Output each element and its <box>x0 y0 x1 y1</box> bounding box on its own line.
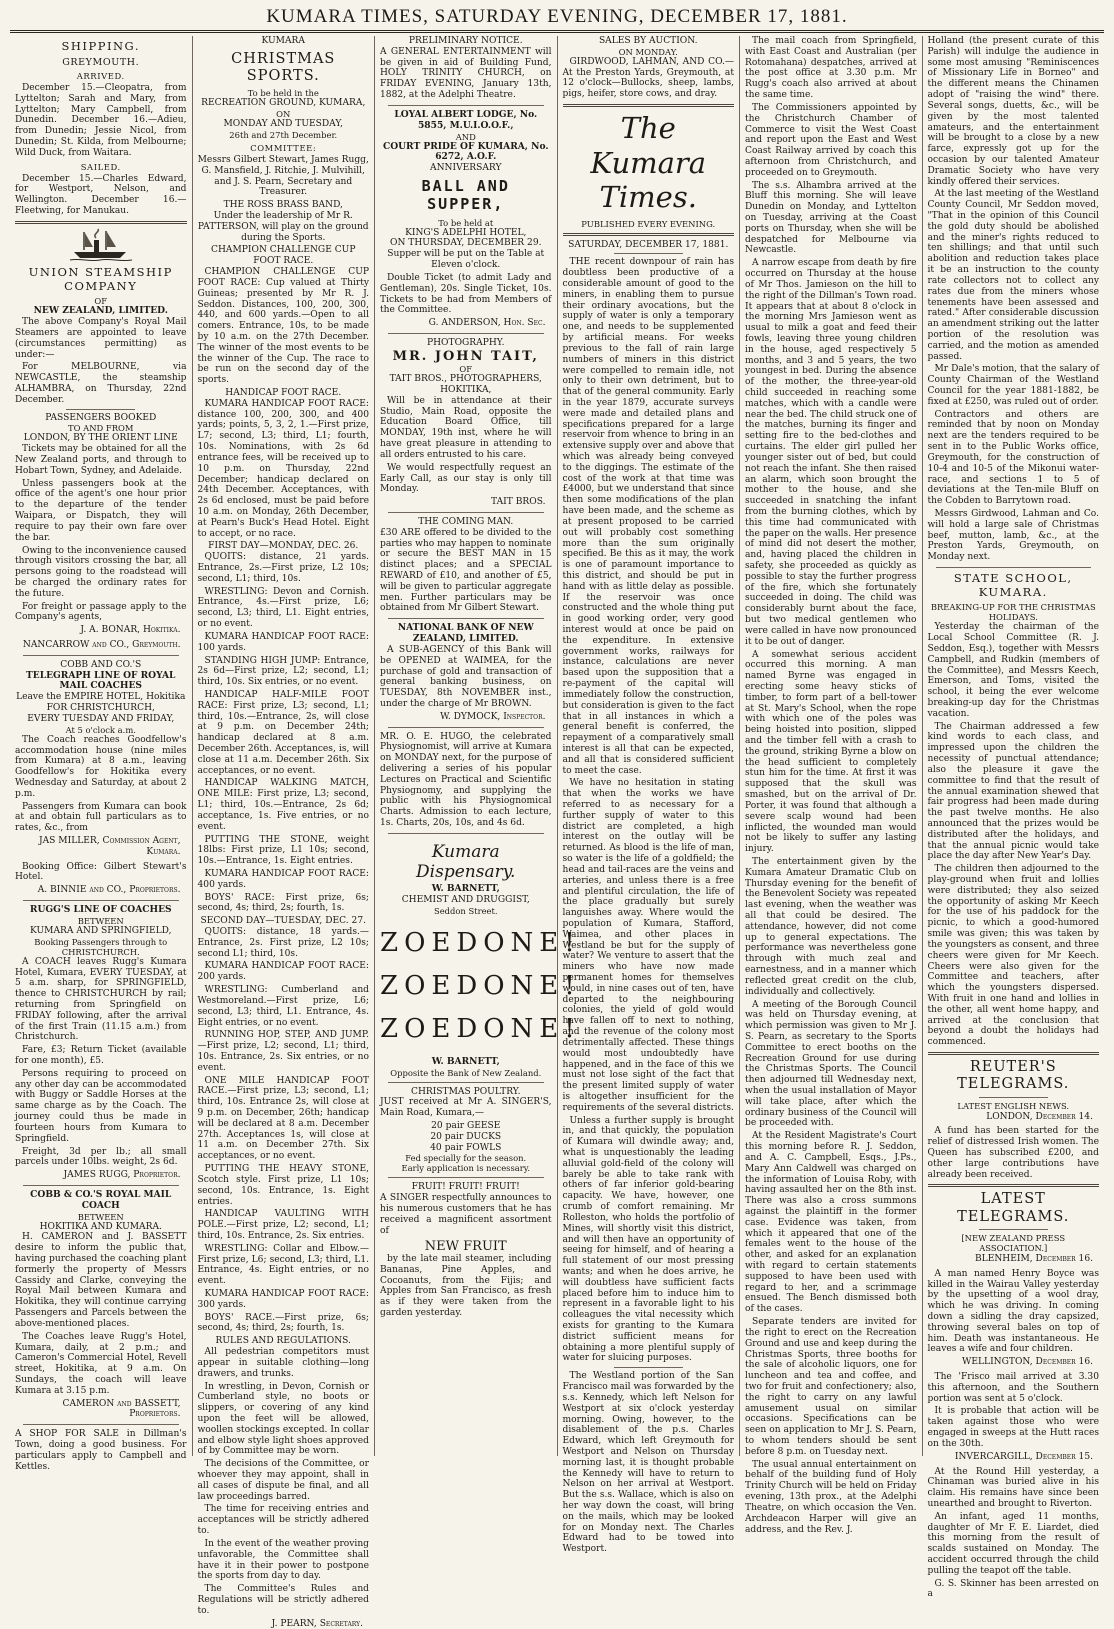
wellington-text2: It is probable that action will be taken against those who were engaged in sweeps at the Hutt races on the 30th. <box>927 1406 1099 1449</box>
day2-event: WRESTLING: Collar and Elbow.—First prize, L6; second, L3; third, L1. Entrance, 4s. Eight entries, or no event. <box>197 1243 369 1287</box>
leader-paragraph: Unless a further supply is brought in, and that quickly, the population of Kumara will dwindle away; and, what is unquestionably the leading alluvial gold-field of the colony will barely be able to take rank with others of far inferior gold-bearing capacity. We have, however, one crumb of comfort remaining. Mr Rolleston, who holds the portfolio of Mines, will shortly visit this district, and will then have an opportunity of seeing for himself, and of hearing a full statement of our most pressing wants; and when he does arrive, he will doubtless have sufficient facts placed before him to induce him to represent in a favorable light to his colleagues the vital necessity which exists for granting to the Kumara district sufficient means for obtaining a more plentiful supply of water for sluicing purposes. <box>562 1115 734 1364</box>
cup-text: CHAMPION CHALLENGE CUP FOOT RACE: Cup valued at Thirty Guineas; presented by Mr R. J. Seddon. Distances, 100, 200, 300, 440, and 600 yards.—Open to all comers. Entrance, 10s, to be made by 10 a.m. on the 27th December. The winner of the most events to be the winner of the Cup. The race to be run on the second day of the sports. <box>197 267 369 386</box>
coming-heading: THE COMING MAN. <box>418 516 514 527</box>
day1-event: KUMARA HANDICAP FOOT RACE: 100 yards. <box>197 631 369 653</box>
sports-heading: CHRISTMAS SPORTS. <box>231 50 336 85</box>
invercargill-text3: G. S. Skinner has been arrested on a <box>927 1578 1099 1600</box>
coming-text: £30 ARE offered to be divided to the parties who may happen to nominate or secure the BEST MAN in 15 distinct places; and a SPECIAL REWARD of £10, and another of £5, will be given to particular aggregate men. Further particulars may be obtained from Mr Gilbert Stewart. <box>380 527 552 614</box>
reuter-heading: REUTER'S TELEGRAMS. <box>957 1059 1070 1093</box>
masthead: KUMARA TIMES, SATURDAY EVENING, DECEMBER 17, 1881. <box>10 6 1104 33</box>
tait-of: OF <box>459 364 473 375</box>
ball-tickets: Double Ticket (to admit Lady and Gentleman), 20s. Single Ticket, 10s. Tickets to be had from Members of the Committee. <box>380 272 552 316</box>
cobb-line: TELEGRAPH LINE OF ROYAL MAIL COACHES <box>26 669 176 692</box>
invercargill-text: At the Round Hill yesterday, a Chinaman was buried alive in his claim. His remains have since been unearthed and brought to Riverton. <box>927 1466 1099 1509</box>
day2-event: WRESTLING: Cumberland and Westmoreland.—First prize, L6; second, L3; third, L1. Entrance, 4s. Eight entries, or no event. <box>197 985 369 1028</box>
sports-held: To be held in the <box>247 88 319 99</box>
fruit-text: A SINGER respectfully announces to his numerous customers that he has received a magnificent assortment of <box>380 1193 552 1236</box>
news-item: Messrs Girdwood, Lahman and Co. will hold a large sale of Christmas beef, mutton, lamb, &c., at the Preston Yards, Greymouth, on Monday next. <box>927 508 1099 563</box>
day1-event: HANDICAP HALF-MILE FOOT RACE: First prize, L3; second, L1; third, 10s.—Entrance, 2s, will close at 9 p.m. on December 24th; handicap declared at 8 a.m. December 26th. Acceptances, is, will close at 11 a.m. December 26th. Six acceptances, or no event. <box>197 689 369 776</box>
passengers-p4: For freight or passage apply to the Company's agents, <box>15 601 187 623</box>
rules-heading: RULES AND REGULATIONS. <box>215 1336 351 1347</box>
hugo-text: MR. O. E. HUGO, the celebrated Physiognomist, will arrive at Kumara on MONDAY next, for the purpose of delivering a series of his popular Lectures on Practical and Scientific Physiognomy, and supplying the public with his Physiognomical Charts. Admission to each lecture, 1s. Charts, 20s, 10s, and 4s 6d. <box>380 731 552 829</box>
invercargill-text2: An infant, aged 11 months, daughter of Mr F. E. Liardet, died this morning from the result of scalds sustained on Monday. The accident occurred through the child pulling the teapot off the table. <box>927 1511 1099 1576</box>
tait-firm: TAIT BROS., PHOTOGRAPHERS, HOKITIKA, <box>389 374 542 396</box>
cobb-signature: A. BINNIE and CO., Proprietors. <box>37 885 181 896</box>
news-item: Separate tenders are invited for the right to erect on the Recreation Ground and use and keep during the Christmas Sports, three booths for the sale of alcoholic liquors, one for luncheon and tea and coffee, and two for fruit and confectionery; also, the right to carry on any lawful amusement usual on similar occasions. Specifications can be seen on application to Mr J. S. Pearn, to whom tenders should be sent before 8 p.m. on Tuesday next. <box>745 1317 917 1457</box>
passengers-to: TO AND FROM <box>68 423 134 434</box>
leader-paragraph: We have no hesitation in stating that when the works we have referred to as necessary for a further supply of water to this district are completed, a high interest on the outlay will be returned. As blood is the life of man, so water is the life of a goldfield; the head and tail-races are the veins and arteries, and unless there is a free and plentiful circulation, the life of the place gradually but surely languishes away. Where would the population of Kumara, Stafford, Waimea, and other places in Westland be but for the supply of water? We venture to assert that the miners who have now made permanent homes for themselves would, in nine cases out of ten, have departed to the neighbouring colonies, the yield of gold would have fallen off to next to nothing, and the revenue of the colony most detrimentally affected. These things would most undoubtedly have happened, and in the face of this we must not lose sight of the fact that the present limited supply of water is altogether insufficient for the requirements of the several districts. <box>562 778 734 1113</box>
rugg-route: KUMARA AND SPRINGFIELD, <box>30 925 172 936</box>
column-6 <box>923 36 1105 1600</box>
column-2 <box>193 36 376 1629</box>
passengers-p1: Tickets may be obtained for all the New Zealand ports, and through to Hobart Town, Sydney, and Adelaide. <box>15 444 187 476</box>
handicap-text: KUMARA HANDICAP FOOT RACE: distance 100, 200, 300, and 400 yards; points, 5, 3, 2, 1.—First prize, L7; second, L3; third, L1; fourth, 10s. Nominations, with 2s 6d entrance fees, will be received up to 10 p.m. on Thursday, 22nd December; handicap declared on 24th December. Acceptances, with 2s 6d enclosed, must be paid before 10 a.m. on Monday, 26th December, at Pearn's Buck's Head Hotel. Eight to accept, or no race. <box>197 398 369 539</box>
cobb-heading: COBB AND CO.'S <box>60 659 142 670</box>
union-text: The above Company's Royal Mail Steamers are appointed to leave (circumstances permitting) as under:— <box>15 317 187 360</box>
tait-text: Will be in attendance at their Studio, Main Road, opposite the Education Board Office, till MONDAY, 19th inst, where he will have great pleasure in attending to all orders entrusted to his care. <box>380 395 552 460</box>
cobb-leave: Leave the EMPIRE HOTEL, Hokitika FOR CHRISTCHURCH, <box>16 692 186 714</box>
union-nz: NEW ZEALAND, LIMITED. <box>33 305 168 317</box>
bank-text: A SUB-AGENCY of this Bank will be OPENED at WAIMEA, for the purchase of gold and transaction of general banking business, on TUESDAY, 8th NOVEMBER inst., under the charge of Mr BROWN. <box>380 644 552 709</box>
latest-english: LATEST ENGLISH NEWS. <box>957 1100 1070 1111</box>
school-heading: STATE SCHOOL, KUMARA. <box>953 571 1073 599</box>
passengers-london: LONDON, BY THE ORIENT LINE <box>23 433 178 444</box>
arrived-heading: ARRIVED. <box>76 70 125 81</box>
day1-event: HANDICAP WALKING MATCH, ONE MILE: First prize, L3; second, L1; third, 10s.—Entrance, 2s 6d; acceptance, 1s. Five entries, or no event. <box>197 778 369 832</box>
sports-dates2: 26th and 27th December. <box>229 129 338 140</box>
prelim-heading: PRELIMINARY NOTICE. <box>408 36 523 46</box>
steamship-icon <box>70 228 132 262</box>
tait-signature: TAIT BROS. <box>491 497 546 508</box>
day1-event: STANDING HIGH JUMP: Entrance, 2s 6d—First prize, L2; second, L1; third, 10s. Six entries, or no event. <box>197 655 369 688</box>
news-item: The mail coach from Springfield, with East Coast and Australian (per Rotomahana) despatches, arrived at the post office at 3.30 p.m. Mr Rugg's coach also arrived at about the same time. <box>745 36 917 101</box>
poultry-geese: 20 pair GEESE <box>431 1121 501 1132</box>
day1-event: WRESTLING: Devon and Cornish. Entrance, 4s.—First prize, L6; second, L3; third, L1. Eight entries, or no event. <box>197 586 369 630</box>
sports-ground: RECREATION GROUND, KUMARA, <box>201 98 366 109</box>
invercargill-dateline: INVERCARGILL, December 15. <box>954 1451 1093 1462</box>
news-item: The s.s. Alhambra arrived at the Bluff this morning. She will leave Dunedin on Monday, and Lyttelton on Tuesday, arriving at the Coast ports on Thursday, when she will be despatched for Melbourne via Newcastle. <box>745 180 917 256</box>
committee-text: Messrs Gilbert Stewart, James Rugg, G. Mansfield, J. Ritchie, J. Mulvihill, and J. S. Pearn, Secretary and Treasurer. <box>197 154 369 198</box>
rugg-between: BETWEEN <box>77 915 124 926</box>
new-fruit: NEW FRUIT <box>424 1238 507 1254</box>
day2-event: QUOITS: distance, 18 yards.—Entrance, 2s. First prize, L2 10s; second L1; third, 10s. <box>197 927 369 959</box>
poultry-fowls: 40 pair FOWLS <box>430 1142 502 1153</box>
barnett-name-2: W. BARNETT, <box>431 1055 500 1067</box>
ball-heading: BALL AND SUPPER, <box>421 176 510 213</box>
school-paragraph: The Chairman addressed a few kind words to each class, and impressed upon the children the necessity of punctual attendance; also the pleasure it gave the committee to find that the result of the annual examination shewed that fair progress had been made during the past twelve months. He also announced that the prizes would be distributed after the holidays, and that the annual picnic would take place the day after New Year's Day. <box>927 721 1099 862</box>
prelim-text: A GENERAL ENTERTAINMENT will be given in aid of Building Fund, HOLY TRINITY CHURCH, on FRIDAY EVENING, January 13th, 1882, at the Adelphi Theatre. <box>380 46 552 101</box>
shipping-heading: SHIPPING. <box>61 39 140 53</box>
wellington-text: The 'Frisco mail arrived at 3.30 this afternoon, and the Southern portion was sent at 5 o'clock. <box>927 1372 1099 1404</box>
rugg-heading: RUGG'S LINE OF COACHES <box>29 904 172 916</box>
london-dateline: LONDON, December 14. <box>986 1111 1093 1122</box>
day1-event: PUTTING THE STONE, weight 18lbs: First prize, L1 10s; second, 10s.—Entrance, 1s. Eight entries. <box>197 834 369 867</box>
sports-signature: J. PEARN, Secretary. <box>271 1618 363 1629</box>
fruit-text2: by the late mail steamer, including Bananas, Pine Apples, and Cocoanuts, from the Fijis; and Apples from San Francisco, as fresh as if they were taken from the garden yesterday. <box>380 1254 552 1319</box>
barnett-opposite: Opposite the Bank of New Zealand. <box>390 1067 542 1078</box>
news-item: At the Resident Magistrate's Court this morning before R. J. Seddon, and A. C. Campbell, Esqs., J.Ps., Mary Ann Caldwell was charged on the information of Louisa Roby, with having assaulted her on the 8th inst. There was also a cross summons against the plaintiff in the former case. Evidence was taken, from which it appeared that one of the females went to the house of the other, and asked for an explanation with regard to certain statements supposed to have been used with regard to her, and a scrimmage ensued. The Bench dismissed both of the cases. <box>745 1131 917 1315</box>
zoedone-banner: ZOEDONE! <box>380 1013 581 1044</box>
leader-paragraph: THE recent downpour of rain has doubtless been productive of a considerable amount of good to the miners, in enabling them to pursue their ordinary avocations, but the supply of water is only a temporary one, and needs to be supplemented by artificial means. For weeks previous to the fall of rain large numbers of miners in this district were compelled to remain idle, not only to their own detriment, but to that of the general community. Early in the year 1879, accurate surveys were made and detailed plans and specifications prepared for a large reservoir from whence to bring in an extensive supply over and above that which was already being conveyed to the diggings. The estimate of the cost of the work at that time was £4000, but we understand that since then some modifications of the plan have been made, and the scheme as at present proposed to be carried out will probably cost something more than the sum originally specified. Be this as it may, the work is one of paramount importance to this district, and should be put in hand with as little delay as possible. If the reservoir was once constructed and the whole thing put in good working order, very good interest would at once be paid on the expenditure. In extensive government works, railways for instance, calculations are never based upon the supposition that a re-payment of the capital will immediately follow the construction, but consideration is given to the fact that in all instances in which a general benefit is conferred, the repayment of a comparatively small interest is all that can be expected, and all that is considered sufficient to meet the case. <box>562 257 734 776</box>
rugg-signature: JAMES RUGG, Proprietor. <box>63 1170 181 1181</box>
day2-event: HANDICAP VAULTING WITH POLE.—First prize, L2; second, L1; third, 10s. Entrance, 2s. Six entries. <box>197 1209 369 1241</box>
poultry-heading: CHRISTMAS POULTRY. <box>410 1086 521 1097</box>
day2-event: KUMARA HANDICAP FOOT RACE: 200 yards. <box>197 961 369 983</box>
tait-text2: We would respectfully request an Early Call, as our stay is only till Monday. <box>380 462 552 495</box>
greymouth-heading: GREYMOUTH. <box>62 56 140 68</box>
shop-for-sale: A SHOP FOR SALE in Dillman's Town, doing a good business. For particulars apply to Campbell and Kettles. <box>15 1429 187 1472</box>
chemist-line: CHEMIST AND DRUGGIST, <box>401 895 530 906</box>
day1-event: KUMARA HANDICAP FOOT RACE: 400 yards. <box>197 868 369 890</box>
london-text: A fund has been started for the relief of distressed Irish women. The Queen has subscribed £200, and other large contributions have already been received. <box>927 1126 1099 1180</box>
news-item: A narrow escape from death by fire occurred on Thursday at the house of Mr Thos. Jamieson on the hill to the right of the Dillman's Town road. It appears that at about 8 o'clock in the morning Mrs Jamieson went as usual to milk a goat and feed their fowls, leaving three young children in the house, aged respectively 5 months, and 3 and 5 years, the two youngest in bed. During the absence of the mother, the three-year-old child succeeded in reaching some matches, which with a candle were near the bed. The child struck one of the matches, burning its finger and setting fire to the bed-clothes and curtains. The elder girl pulled her younger sister out of bed, but could not reach the infant. She then raised an alarm, which soon brought the mother to the house, and she succeeded in snatching the infant from the burning clothes, which by this time had communicated with the paper on the walls. Her presence of mind did not desert the mother, and, having placed the children in safety, she proceeded as quickly as possible to stay the further progress of the fire, which she fortunately succeeded in doing. The child was considerably burnt about the face, but two medical gentlemen who were called in have now pronounced it to be out of danger. <box>745 258 917 647</box>
day2-event: PUTTING THE HEAVY STONE, Scotch style. First prize, L1 10s; second, 10s. Entrance, 1s. Eight entries. <box>197 1164 369 1207</box>
cobb-time: At 5 o'clock a.m. <box>65 724 136 735</box>
auction-heading: SALES BY AUCTION. <box>598 36 698 46</box>
photo-heading: PHOTOGRAPHY. <box>427 337 505 348</box>
rugg-fare: Fare, £3; Return Ticket (available for one month), £5. <box>15 1045 187 1066</box>
rugg-freight: Freight, 3d per lb.; all small parcels under 10lbs. weight, 2s 6d. <box>15 1146 187 1168</box>
cobb2-text2: The Coaches leave Rugg's Hotel, Kumara, daily, at 2 p.m.; and Cameron's Commercial Hotel, Revell street, Hokitika, at 9 a.m. On Sundays, the coach will leave Kumara at 3.15 p.m. <box>15 1331 187 1396</box>
sports-kumara: KUMARA <box>261 36 305 46</box>
committee-heading: COMMITTEE: <box>250 142 317 153</box>
blenheim-dateline: BLENHEIM, December 16. <box>974 1253 1093 1264</box>
rule-text: In the event of the weather proving unfavorable, the Committee shall have it in their power to postpone the sports from day to day. <box>197 1538 369 1582</box>
latest-telegrams-heading: LATEST TELEGRAMS. <box>957 1191 1070 1225</box>
cobb2-text: H. CAMERON and J. BASSETT desire to inform the public that, having purchased the coaching plant formerly the property of Messrs Cassidy and Clarke, conveying the Royal Mail between Kumara and Hokitika, they will continue carrying Passengers and Parcels between the above-mentioned places. <box>15 1232 187 1329</box>
news-item: Mr Dale's motion, that the salary of County Chairman of the Westland Council for the year 1881-1882, be fixed at £250, was ruled out of order. <box>927 364 1099 407</box>
passengers-p2: Unless passengers book at the office of the agent's one hour prior to the departure of the tender Waipara, or Dispatch, they will require to pay their own fare over the bar. <box>15 478 187 543</box>
agent-nancarrow: NANCARROW and CO., Greymouth. <box>22 640 181 650</box>
paper-title: The Kumara Times. <box>590 111 707 215</box>
news-item: A meeting of the Borough Council was held on Thursday evening, at which permission was given to Mr J. S. Pearn, as secretary to the Sports Committee to erect booths on the Recreation Ground for use during the Christmas Sports. The Council then adjourned till Wednesday next, when the usual installation of Mayor will take place, after which the ordinary business of the Council will be proceeded with. <box>745 999 917 1129</box>
blenheim-text: A man named Henry Boyce was killed in the Wairau Valley yesterday by the upsetting of a wool dray, which he was driving. In coming down a sidling the dray capsized, throwing several bales on top of him. Death was instantaneous. He leaves a wife and four children. <box>927 1268 1099 1355</box>
handicap-heading: HANDICAP FOOT RACE. <box>225 388 342 398</box>
bank-heading: NATIONAL BANK OF NEW ZEALAND, LIMITED. <box>397 622 534 645</box>
barnett-name: W. BARNETT, <box>431 883 500 895</box>
column-3 <box>375 36 581 1456</box>
lodge2: COURT PRIDE OF KUMARA, No. 6272, A.O.F. <box>382 140 549 163</box>
ball-supper: Supper will be put on the Table at Eleven o'clock. <box>387 249 545 271</box>
passengers-heading: PASSENGERS BOOKED <box>45 412 157 423</box>
news-item: Contractors and others are reminded that by noon on Monday next are the tenders required to be sent in to the Public Works office, Greymouth, for the construction of 10-4 and 10-5 of the Mikonui water-race, and sections 1 to 5 of deviations at the Ten-mile Bluff on the Cobden to Barrytown road. <box>927 409 1099 507</box>
lodge-and: AND <box>455 131 476 142</box>
band-text: Under the leadership of Mr R. PATTERSON, will play on the ground during the Sports. <box>197 211 369 243</box>
cobb2-signature: CAMERON and BASSETT, Proprietors. <box>62 1398 181 1420</box>
sailed-heading: SAILED. <box>80 161 121 172</box>
cobb2-heading: COBB & CO.'S ROYAL MAIL COACH <box>30 1188 172 1211</box>
day2-event: RUNNING HOP, STEP, AND JUMP.—First prize, L2; second, L1; third, 10s. Entrance, 2s. Six entries, or no event. <box>197 1030 369 1073</box>
bank-signature: W. DYMOCK, Inspector. <box>440 711 546 722</box>
seddon-street: Seddon Street. <box>433 905 498 916</box>
school-subheading: BREAKING-UP FOR THE CHRISTMAS HOLIDAYS. <box>930 602 1096 623</box>
anniversary: ANNIVERSARY <box>430 163 502 174</box>
leader-date: SATURDAY, DECEMBER 17, 1881. <box>568 239 729 250</box>
news-item: A somewhat serious accident occurred this morning. A man named Byrne was engaged in erecting some heavy sticks of timber, to form part of a bell-tower at St. Mary's School, when the rope with which one of the poles was being hoisted into position, slipped and the timber fell with a crash to the ground, striking Byrne a blow on the head sufficient to completely stun him for the time. At first it was supposed that the skull was smashed, but on the arrival of Dr. Porter, it was found that although a severe scalp wound had been inflicted, the wounded man would not be likely to suffer any lasting injury. <box>745 649 917 855</box>
news-item: Holland (the present curate of this Parish) will indulge the audience in some most amusing "Reminiscences of Missionary Life in Borneo" and the different means the Chinamen adopt of "raising the wind" there. Several songs, duetts, &c., will be given by the most talented amateurs, and the entertainment will be brought to a close by a new farce, expressly got up for the occasion by our talented Amateur Dramatic Society who have very kindly offered their services. <box>927 36 1099 187</box>
auction-day: ON MONDAY. <box>618 46 678 57</box>
union-for: For MELBOURNE, via NEWCASTLE, the steamship ALHAMBRA, on Thursday, 22nd December. <box>15 362 187 405</box>
union-heading: UNION STEAMSHIP COMPANY <box>28 264 173 293</box>
band-heading: THE ROSS BRASS BAND, <box>223 200 343 211</box>
news-item: At the last meeting of the Westland County Council, Mr Seddon moved, "That in the opinion of this Council the gold duty should be abolished and the miner's rights reduced to ten shillings; and that until such abolition and reduction takes place it be an instruction to the county rate collectors not to collect any rates due from the miners whose tenements have been assessed and rated." After considerable discussion an amendment striking out the latter portion of the resolution was carried, and the motion as amended passed. <box>927 189 1099 362</box>
dispensary-heading: Kumara Dispensary. <box>416 841 516 883</box>
ball-date: ON THURSDAY, DECEMBER 29. <box>390 238 542 249</box>
day1-heading: FIRST DAY—MONDAY, DEC. 26. <box>208 541 359 552</box>
passengers-p3: Owing to the inconvenience caused through visitors crossing the bar, all persons going to the roadstead will be charged the ordinary rates for the future. <box>15 545 187 599</box>
published-line: PUBLISHED EVERY EVENING. <box>581 218 716 229</box>
cobb-agent: JAS MILLER, Commission Agent, Kumara. <box>38 836 181 857</box>
cobb2-between: BETWEEN <box>77 1211 124 1222</box>
press-association: [NEW ZEALAND PRESS ASSOCIATION.] <box>961 1232 1066 1253</box>
poultry-ducks: 20 pair DUCKS <box>430 1131 502 1142</box>
rule-text: The decisions of the Committee, or whoever they may appoint, shall in all cases of dispute be final, and all law proceedings barred. <box>197 1459 369 1502</box>
rule-text: All pedestrian competitors must appear in suitable clothing—long drawers, and trunks. <box>197 1347 369 1379</box>
cobb2-route: HOKITIKA AND KUMARA. <box>39 1221 162 1232</box>
cobb-office: Booking Office: Gilbert Stewart's Hotel. <box>15 861 187 883</box>
union-of: OF <box>94 296 108 307</box>
school-paragraph: The children then adjourned to the play-ground when fruit and lollies were distributed; they also seized the opportunity of asking Mr Keech for the use of his paddock for the picnic, to which a good-humored smile was given; this was taken by the youngsters as consent, and three cheers were given for Mr Keech. Cheers were also given for the Committee and teachers, after which the youngsters dispersed. With fruit in one hand and lollies in the other, all went home happy, and arrived at the conclusion that beyond a doubt the holidays had commenced. <box>927 864 1099 1048</box>
day2-event: BOYS' RACE.—First prize, 6s; second, 4s; third, 2s; fourth, 1s. <box>197 1312 369 1334</box>
column-4 <box>558 36 741 1555</box>
poultry-early: Early application is necessary. <box>401 1163 531 1174</box>
day2-event: KUMARA HANDICAP FOOT RACE: 300 yards. <box>197 1289 369 1310</box>
school-paragraph: Yesterday the chairman of the Local School Committee (R. J. Seddon, Esq.), together with Messrs Campbell, and Rudkin (members of the Committee), and Messrs Keech, Emerson, and Toms, visited the school, it being the ever welcome breaking-up day for the Christmas vacation. <box>927 622 1099 719</box>
poultry-fed: Fed specially for the season. <box>405 1153 527 1164</box>
sailed-text: December 15.—Charles Edward, for Westport, Nelson, and Wellington. December 16.—Fleetwing, for Manukau. <box>15 173 187 217</box>
cobb-text: The Coach reaches Goodfellow's accommodation house (nine miles from Kumara) at 8 a.m., leaving Goodfellow's for Hokitika every Wednesday and Saturday, at about 2 p.m. <box>15 734 187 799</box>
poultry-text: JUST received at Mr A. SINGER'S, Main Road, Kumara,— <box>380 1097 552 1119</box>
columns <box>10 36 1104 1629</box>
leader-paragraph: The Westland portion of the San Francisco mail was forwarded by the s.s. Kennedy, which left Nelson for Westport at six o'clock yesterday morning. Owing, however, to the disablement of the p.s. Charles Edward, which left Greymouth for Westport and Nelson on Thursday morning last, it is thought probable the Kennedy will have to return to Nelson on her arrival at Westport. But the s.s. Wallace, which is also on her way down the coast, will bring on the mails, which may be looked for on Monday next. The Charles Edward had to be towed into Westport. <box>562 1371 734 1555</box>
zoedone-banner: ZOEDONE! <box>380 927 581 958</box>
rugg-booking: Booking Passengers through to CHRISTCHURCH. <box>34 936 168 957</box>
day1-event: QUOITS: distance, 21 yards. Entrance, 2s.—First prize, L2 10s; second, L1; third, 10s. <box>197 552 369 584</box>
rugg-text2: Persons requiring to proceed on any other day can be accommodated with Buggy or Saddle Horses at the same charge as by the Coach. The journey could thus be made in fourteen hours from Kumara to Springfield. <box>15 1068 187 1144</box>
lodge1: LOYAL ALBERT LODGE, No. 5855, M.U.I.O.O.F., <box>394 108 538 131</box>
wellington-dateline: WELLINGTON, December 16. <box>962 1357 1093 1368</box>
arrived-text: December 15.—Cleopatra, from Lyttelton; Sarah and Mary, from Lyttelton; Mary Campbell, from Dunedin. December 16.—Adieu, from Dunedin; Jessie Nicol, from Dunedin; St. Kilda, from Melbourne; Wild Duck, from Waitara. <box>15 82 187 158</box>
rule-text: In wrestling, in Devon, Cornish or Cumberland style, no boots or slippers, or covering of any kind upon the feet will be allowed, woollen stockings excepted. In collar and elbow style light shoes approved of by Committee may be worn. <box>197 1381 369 1457</box>
news-item: The Commissioners appointed by the Christchurch Chamber of Commerce to visit the West Coast and report upon the East and West Coast Railway arrived by coach this afternoon from Christchurch, and proceeded on to Greymouth. <box>745 102 917 178</box>
rule-text: The time for receiving entries and acceptances will be strictly adhered to. <box>197 1504 369 1537</box>
fruit-heading: FRUIT! FRUIT! FRUIT! <box>411 1182 520 1193</box>
cobb-text2: Passengers from Kumara can book at and obtain full particulars as to rates, &c., from <box>15 801 187 834</box>
agent-bonar: J. A. BONAR, Hokitika. <box>80 625 181 636</box>
cobb-days: EVERY TUESDAY AND FRIDAY, <box>27 713 175 724</box>
column-5 <box>740 36 923 1535</box>
sports-on: ON <box>276 109 291 120</box>
day2-event: ONE MILE HANDICAP FOOT RACE.—First prize, L3; second, L1; third, 10s. Entrance 2s, will close at 9 p.m. on December, 26th; handicap will be declared at 8 a.m. December 27th. Acceptances 1s, will close at 11 a.m. on December 27th. Six acceptances, or no event. <box>197 1075 369 1162</box>
rule-text: The Committee's Rules and Regulations will be strictly adhered to. <box>197 1584 369 1616</box>
day2-heading: SECOND DAY—TUESDAY, DEC. 27. <box>200 916 366 927</box>
ball-signature: G. ANDERSON, Hon. Sec. <box>428 318 546 329</box>
zoedone-banner: ZOEDONE! <box>380 970 581 1001</box>
tait-name: MR. JOHN TAIT, <box>392 348 539 364</box>
ball-held: To be held at <box>438 217 494 228</box>
news-item: The usual annual entertainment on behalf of the building fund of Holy Trinity Church will be held on Friday evening, 13th prox., at the Adelphi Theatre, on which occasion the Ven. Archdeacon Harper will give an address, and the Rev. J. <box>745 1459 917 1535</box>
column-1 <box>10 36 193 1472</box>
ball-hotel: KING'S ADELPHI HOTEL, <box>405 227 527 238</box>
day1-event: BOYS' RACE: First prize, 6s; second, 4s; third, 2s; fourth, 1s. <box>197 892 369 914</box>
rugg-text: A COACH leaves Rugg's Kumara Hotel, Kumara, EVERY TUESDAY, at 5 a.m. sharp, for SPRINGFIELD, thence to CHRISTCHURCH by rail; returning from Springfield on FRIDAY following, after the arrival of the first Train (11.15 a.m.) from Christchurch. <box>15 956 187 1043</box>
sports-dates: MONDAY AND TUESDAY, <box>223 119 344 130</box>
news-item: The entertainment given by the Kumara Amateur Dramatic Club on Thursday evening for the benefit of the Benevolent Society was repeated last evening, when the weather was all that could be desired. The attendance, however, did not come up to general expectations. The performance was nevertheless gone through with much zeal and earnestness, and in a manner which reflected great credit on the club, individually and collectively. <box>745 856 917 997</box>
cup-heading: CHAMPION CHALLENGE CUP FOOT RACE. <box>211 245 356 267</box>
auction-text: GIRDWOOD, LAHMAN, AND CO.—At the Preston Yards, Greymouth, at 12 o'clock—Bullocks, sheep, lambs, pigs, heifer, store cows, and dray. <box>562 56 734 100</box>
